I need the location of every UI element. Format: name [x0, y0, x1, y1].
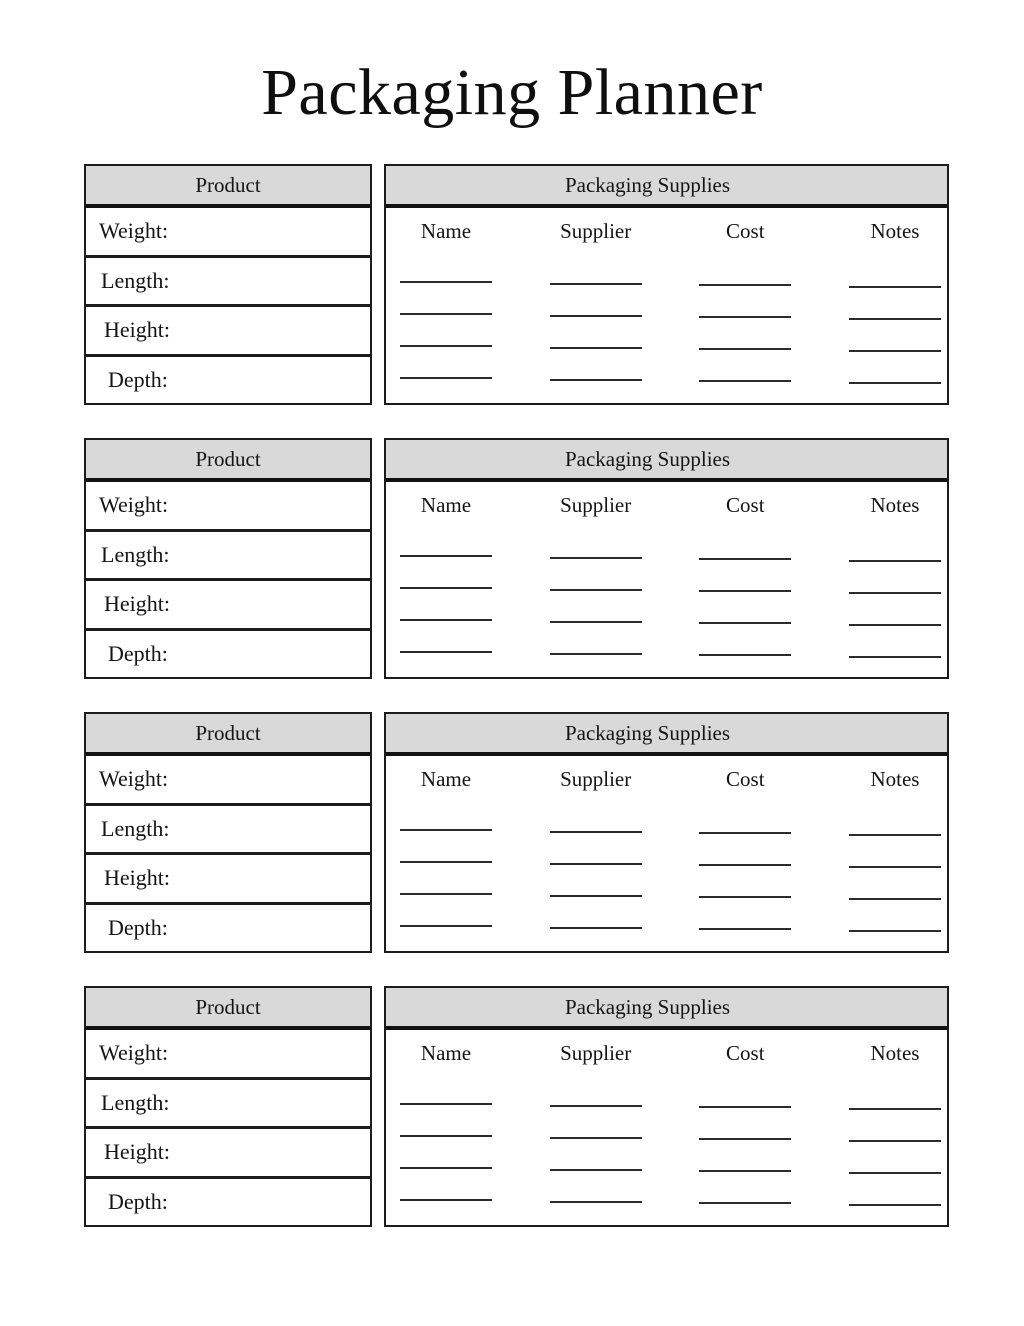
supplies-table-title: Packaging Supplies [564, 172, 731, 197]
product-field-row [86, 208, 370, 258]
supplies-table-header [386, 166, 947, 208]
supplies-table-title: Packaging Supplies [564, 446, 731, 471]
product-table-header [86, 166, 370, 208]
blank-write-line [550, 1105, 642, 1107]
blank-write-line [550, 863, 642, 865]
product-field-label: Depth: [108, 640, 168, 666]
blank-write-line [400, 555, 492, 557]
supplies-table-header [386, 440, 947, 482]
blank-write-line [849, 1108, 941, 1110]
supplies-table-header [386, 714, 947, 756]
supplies-column-header: Supplier [560, 493, 632, 517]
product-field-row [86, 855, 370, 905]
product-field-label: Length: [101, 541, 170, 567]
blank-write-line [400, 925, 492, 927]
blank-write-line [400, 651, 492, 653]
product-field-label: Weight: [99, 218, 169, 244]
product-rows [86, 208, 370, 403]
blank-write-line [400, 893, 492, 895]
product-field-label: Depth: [108, 366, 168, 392]
blank-write-line [400, 345, 492, 347]
supplies-table-title: Packaging Supplies [564, 720, 731, 745]
product-field-row [86, 1179, 370, 1226]
blank-write-line [400, 1135, 492, 1137]
supplies-column-header: Cost [726, 1041, 765, 1065]
supplies-column [548, 1040, 644, 1225]
product-table [84, 164, 372, 405]
supplies-column [697, 218, 793, 403]
product-table-header [86, 988, 370, 1030]
blank-write-line [550, 315, 642, 317]
supplies-column [847, 218, 943, 403]
supplies-column [398, 1040, 494, 1225]
supplies-body [386, 208, 947, 403]
supplies-column-header: Cost [726, 219, 765, 243]
packaging-supplies-table [384, 438, 949, 679]
packaging-supplies-table [384, 986, 949, 1227]
blank-write-line [400, 861, 492, 863]
supplies-column-header: Name [420, 493, 472, 517]
blank-write-line [699, 832, 791, 834]
supplies-column [398, 218, 494, 403]
product-field-label: Length: [101, 815, 170, 841]
product-table-header [86, 714, 370, 756]
product-field-row [86, 307, 370, 357]
product-field-row [86, 1080, 370, 1130]
blank-write-line [699, 284, 791, 286]
blank-write-line [400, 377, 492, 379]
product-table [84, 438, 372, 679]
supplies-column [548, 766, 644, 951]
blank-write-line [849, 898, 941, 900]
blank-write-line [849, 1172, 941, 1174]
planner-section [84, 438, 949, 679]
product-field-row [86, 581, 370, 631]
blank-write-line [400, 1167, 492, 1169]
blank-write-line [699, 348, 791, 350]
supplies-column-header: Notes [870, 219, 920, 243]
blank-write-line [849, 866, 941, 868]
blank-write-line [699, 896, 791, 898]
product-rows [86, 756, 370, 951]
product-field-label: Depth: [108, 914, 168, 940]
blank-write-line [699, 928, 791, 930]
product-table-title: Product [195, 172, 261, 197]
product-field-label: Length: [101, 267, 170, 293]
blank-write-line [550, 927, 642, 929]
supplies-column [548, 492, 644, 677]
supplies-column-header: Supplier [560, 219, 632, 243]
packaging-supplies-table [384, 712, 949, 953]
supplies-body [386, 482, 947, 677]
blank-write-line [849, 286, 941, 288]
blank-write-line [550, 589, 642, 591]
supplies-column-header: Name [420, 1041, 472, 1065]
product-table-title: Product [195, 720, 261, 745]
product-rows [86, 1030, 370, 1225]
product-field-label: Length: [101, 1089, 170, 1115]
blank-write-line [699, 622, 791, 624]
supplies-column [548, 218, 644, 403]
blank-write-line [550, 1137, 642, 1139]
blank-write-line [849, 592, 941, 594]
supplies-table-header [386, 988, 947, 1030]
supplies-column [398, 492, 494, 677]
blank-write-line [550, 379, 642, 381]
blank-write-line [400, 587, 492, 589]
product-field-row [86, 357, 370, 404]
blank-write-line [699, 380, 791, 382]
product-field-label: Weight: [99, 1040, 169, 1066]
blank-write-line [550, 831, 642, 833]
blank-write-line [849, 382, 941, 384]
blank-write-line [550, 1169, 642, 1171]
blank-write-line [699, 316, 791, 318]
product-table-title: Product [195, 994, 261, 1019]
product-field-label: Height: [104, 317, 170, 343]
supplies-column-header: Notes [870, 767, 920, 791]
product-field-row [86, 905, 370, 952]
supplies-column [847, 1040, 943, 1225]
blank-write-line [849, 1140, 941, 1142]
supplies-column-header: Cost [726, 493, 765, 517]
product-field-row [86, 631, 370, 678]
supplies-column-header: Notes [870, 1041, 920, 1065]
blank-write-line [400, 1199, 492, 1201]
blank-write-line [400, 619, 492, 621]
supplies-body [386, 756, 947, 951]
product-field-row [86, 756, 370, 806]
blank-write-line [699, 1202, 791, 1204]
product-field-row [86, 806, 370, 856]
supplies-column [697, 1040, 793, 1225]
blank-write-line [550, 283, 642, 285]
supplies-column-header: Notes [870, 493, 920, 517]
supplies-table-title: Packaging Supplies [564, 994, 731, 1019]
supplies-column-header: Supplier [560, 1041, 632, 1065]
supplies-column [697, 492, 793, 677]
product-field-label: Depth: [108, 1188, 168, 1214]
planner-section [84, 164, 949, 405]
product-field-row [86, 258, 370, 308]
supplies-body [386, 1030, 947, 1225]
blank-write-line [550, 1201, 642, 1203]
blank-write-line [400, 1103, 492, 1105]
blank-write-line [699, 1106, 791, 1108]
packaging-supplies-table [384, 164, 949, 405]
supplies-column [697, 766, 793, 951]
blank-write-line [550, 895, 642, 897]
blank-write-line [849, 656, 941, 658]
blank-write-line [550, 557, 642, 559]
blank-write-line [400, 313, 492, 315]
supplies-column [847, 492, 943, 677]
blank-write-line [849, 930, 941, 932]
supplies-column [847, 766, 943, 951]
product-field-label: Height: [104, 865, 170, 891]
product-table [84, 712, 372, 953]
product-field-row [86, 1129, 370, 1179]
blank-write-line [550, 621, 642, 623]
product-table [84, 986, 372, 1227]
product-field-label: Height: [104, 1139, 170, 1165]
supplies-column-header: Cost [726, 767, 765, 791]
blank-write-line [550, 347, 642, 349]
supplies-column [398, 766, 494, 951]
blank-write-line [550, 653, 642, 655]
planner-section [84, 986, 949, 1227]
planner-section [84, 712, 949, 953]
supplies-column-header: Name [420, 219, 472, 243]
blank-write-line [699, 1170, 791, 1172]
product-field-row [86, 482, 370, 532]
page-title: Packaging Planner [261, 56, 763, 129]
product-rows [86, 482, 370, 677]
product-table-header [86, 440, 370, 482]
blank-write-line [400, 829, 492, 831]
product-field-row [86, 532, 370, 582]
blank-write-line [849, 1204, 941, 1206]
blank-write-line [699, 1138, 791, 1140]
blank-write-line [849, 624, 941, 626]
product-field-row [86, 1030, 370, 1080]
blank-write-line [849, 834, 941, 836]
product-field-label: Weight: [99, 492, 169, 518]
blank-write-line [699, 864, 791, 866]
product-field-label: Weight: [99, 766, 169, 792]
product-table-title: Product [195, 446, 261, 471]
product-field-label: Height: [104, 591, 170, 617]
supplies-column-header: Supplier [560, 767, 632, 791]
blank-write-line [699, 558, 791, 560]
blank-write-line [849, 560, 941, 562]
blank-write-line [400, 281, 492, 283]
blank-write-line [699, 654, 791, 656]
blank-write-line [849, 318, 941, 320]
blank-write-line [699, 590, 791, 592]
sections-container [84, 164, 949, 1227]
blank-write-line [849, 350, 941, 352]
supplies-column-header: Name [420, 767, 472, 791]
